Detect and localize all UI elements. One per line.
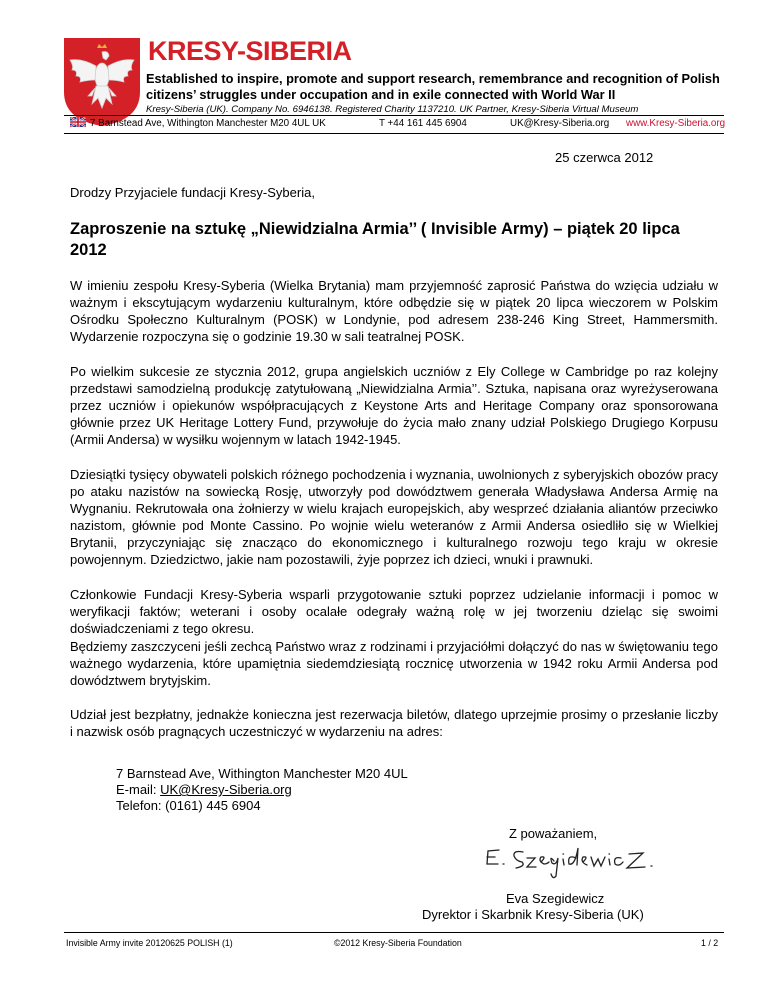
letter-heading: Zaproszenie na sztukę „Niewidzialna Armia’’ ( Invisible Army) – piątek 20 lipca 2012 — [70, 220, 680, 259]
footer-doc-name: Invisible Army invite 20120625 POLISH (1) — [66, 938, 233, 948]
footer-divider — [64, 932, 724, 933]
letter-date: 25 czerwca 2012 — [555, 150, 654, 165]
header-divider-bottom — [64, 133, 724, 134]
header-email-link[interactable]: UK@Kresy-Siberia.org — [510, 118, 610, 129]
paragraph-booking: Udział jest bezpłatny, jednakże konieczna jest rezerwacja biletów, dlatego uprzejmie prosimy o przesłanie liczby i nazwisk osób pragnących uczestniczyć w wydarzeniu na adres: — [70, 707, 718, 739]
handwritten-signature — [483, 842, 661, 886]
header-phone: T +44 161 445 6904 — [379, 118, 467, 129]
header-divider-top — [64, 115, 724, 116]
paragraph-celebration: Będziemy zaszczyceni jeśli zechcą Państwo wraz z rodzinami i przyjaciółmi dołączyć do nas w świętowaniu tego ważnego wydarzenia, które upamiętnia siedemdziesiątą rocznicę utworzenia w 1942 roku Armii Andersa pod dowództwem brytyjskim. — [70, 639, 718, 688]
contact-address: 7 Barnstead Ave, Withington Manchester M20 4UL — [116, 766, 408, 781]
contact-block — [116, 766, 408, 814]
salutation: Drodzy Przyjaciele fundacji Kresy-Syberia, — [70, 185, 315, 200]
paragraph-invitation: W imieniu zespołu Kresy-Syberia (Wielka Brytania) mam przyjemność zaprosić Państwa do wzięcia udziału w ważnym i ekscytującym wydarzeniu kulturalnym, które odbędzie się w piątek 20 lipca wieczorem w Polskim Ośrodku Społeczno Kulturalnym (POSK) w Londynie, pod adresem 238-246 King Street, Hammersmith. Wydarzenie rozpoczyna się o godzinie 19.30 w sali teatralnej POSK. — [70, 278, 718, 344]
contact-bar — [70, 117, 726, 131]
org-name: KRESY-SIBERIA — [148, 36, 352, 66]
contact-email-link[interactable]: UK@Kresy-Siberia.org — [160, 782, 292, 797]
signer-title: Dyrektor i Skarbnik Kresy-Siberia (UK) — [422, 907, 644, 922]
org-tagline: Established to inspire, promote and support research, remembrance and recognition of Polish citizens’ struggles under occupation and in exile connected with World War II — [146, 71, 720, 102]
footer-copyright: ©2012 Kresy-Siberia Foundation — [334, 938, 462, 948]
paragraph-history: Dziesiątki tysięcy obywateli polskich różnego pochodzenia i wyznania, uwolnionych z syberyjskich obozów pracy po ataku nazistów na sowiecką Rosję, utworzyły pod dowództwem generała Władysława Andersa Armię na Wygnaniu. Rekrutowała ona żołnierzy w wielu krajach europejskich, aby wesprzeć działania aliantów przeciwko nazistom, głównie pod Monte Cassino. Po wojnie wielu weteranów z Armii Andersa osiedliło się w Wielkiej Brytanii, przyczyniając się znacząco do ekonomicznego i kulturalnego rozwoju tego kraju w okresie powojennym. Dziedzictwo, jakie nam pozostawili, żyje poprzez ich dzieci, wnuki i prawnuki. — [70, 467, 718, 567]
header-website-link[interactable]: www.Kresy-Siberia.org — [626, 118, 726, 129]
contact-phone: Telefon: (0161) 445 6904 — [116, 798, 261, 813]
paragraph-members: Członkowie Fundacji Kresy-Syberia wsparli przygotowanie sztuki poprzez udzielanie informacji i pomoc w weryfikacji faktów; weterani i osoby ocalałe odegrały ważną rolę w jej tworzeniu dzieląc się swoimi doświadczeniami z tego okresu. — [70, 587, 718, 636]
paragraph-play: Po wielkim sukcesie ze stycznia 2012, grupa angielskich uczniów z Ely College w Cambridge po raz kolejny przedstawi samodzielną produkcję zatytułowaną „Niewidzialna Armia’’. Sztuka, napisana oraz wyreżyserowana przez uczniów i opiekunów współpracujących z Keystone Arts and Heritage Company oraz sponsorowana głównie przez UK Heritage Lottery Fund, przywołuje do życia mało znany udział Polskiego Drugiego Korpusu (Armii Andersa) w wysiłku wojennym w latach 1942-1945. — [70, 364, 718, 447]
contact-email-line: E-mail: UK@Kresy-Siberia.org — [116, 782, 292, 797]
closing: Z poważaniem, — [509, 826, 598, 841]
footer-page-number: 1 / 2 — [701, 938, 719, 948]
signer-name: Eva Szegidewicz — [506, 891, 605, 906]
company-info: Kresy-Siberia (UK). Company No. 6946138. Registered Charity 1137210. UK Partner, Kresy-Siberia Virtual Museum — [146, 104, 639, 115]
uk-flag-icon — [70, 117, 86, 127]
header-address: 7 Barnstead Ave, Withington Manchester M20 4UL UK — [90, 118, 326, 129]
